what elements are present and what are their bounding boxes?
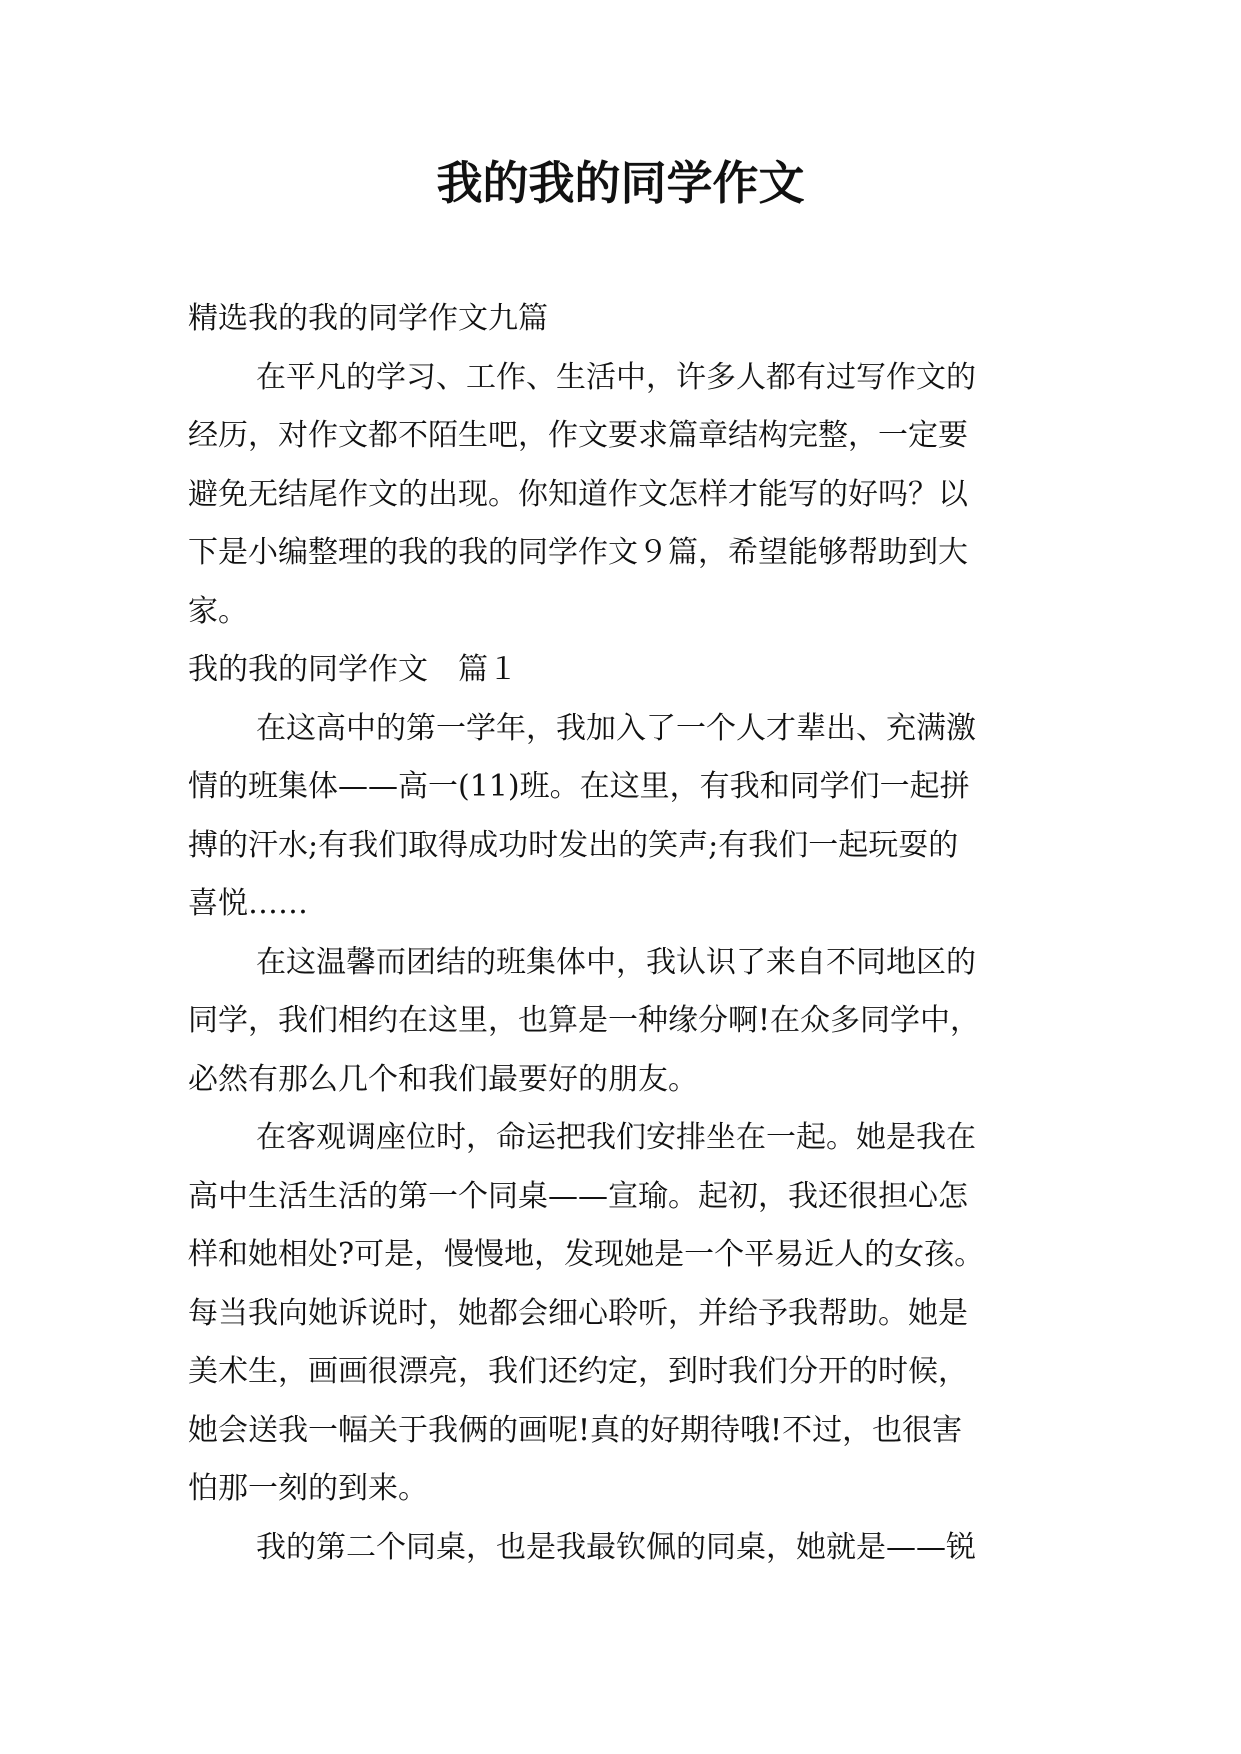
text-line: 同学，我们相约在这里，也算是一种缘分啊!在众多同学中， [188, 1003, 981, 1038]
text-line: 在客观调座位时，命运把我们安排坐在一起。她是我在 [256, 1120, 976, 1155]
text-line: 必然有那么几个和我们最要好的朋友。 [188, 1061, 698, 1097]
document-body [188, 290, 1048, 1577]
text-line: 搏的汗水;有我们取得成功时发出的笑声;有我们一起玩耍的 [188, 827, 959, 863]
text-line: 经历，对作文都不陌生吧，作文要求篇章结构完整，一定要 [188, 418, 968, 453]
paragraph [188, 1519, 1048, 1578]
text-line: 美术生，画画很漂亮，我们还约定，到时我们分开的时候， [188, 1354, 968, 1389]
document-title: 我的我的同学作文 [436, 156, 805, 210]
document-subtitle: 精选我的我的同学作文九篇 [188, 301, 548, 336]
text-line: 在这高中的第一学年，我加入了一个人才辈出、充满激 [256, 710, 976, 746]
text-line: 样和她相处?可是，慢慢地，发现她是一个平易近人的女孩。 [188, 1237, 985, 1272]
text-line: 情的班集体——高一(11)班。在这里，有我和同学们一起拼 [188, 769, 970, 804]
section-heading: 我的我的同学作文 篇１ [188, 652, 518, 687]
paragraph [188, 934, 1048, 1110]
text-line: 下是小编整理的我的我的同学作文９篇，希望能够帮助到大 [188, 535, 968, 570]
paragraph [188, 700, 1048, 934]
text-line: 家。 [188, 593, 248, 629]
text-line: 在这温馨而团结的班集体中，我认识了来自不同地区的 [256, 944, 976, 980]
text-line: 避免无结尾作文的出现。你知道作文怎样才能写的好吗？以 [188, 476, 968, 512]
text-line: 高中生活生活的第一个同桌——宣瑜。起初，我还很担心怎 [188, 1178, 968, 1214]
text-line: 每当我向她诉说时，她都会细心聆听，并给予我帮助。她是 [188, 1295, 968, 1331]
text-line: 她会送我一幅关于我俩的画呢!真的好期待哦!不过，也很害 [188, 1412, 963, 1448]
paragraph [188, 1109, 1048, 1519]
text-line: 怕那一刻的到来。 [188, 1471, 428, 1506]
text-line: 我的第二个同桌，也是我最钦佩的同桌，她就是——锐 [256, 1529, 976, 1565]
intro-paragraph [188, 349, 1048, 642]
text-line: 喜悦…… [188, 886, 308, 921]
text-line: 在平凡的学习、工作、生活中，许多人都有过写作文的 [256, 359, 976, 395]
